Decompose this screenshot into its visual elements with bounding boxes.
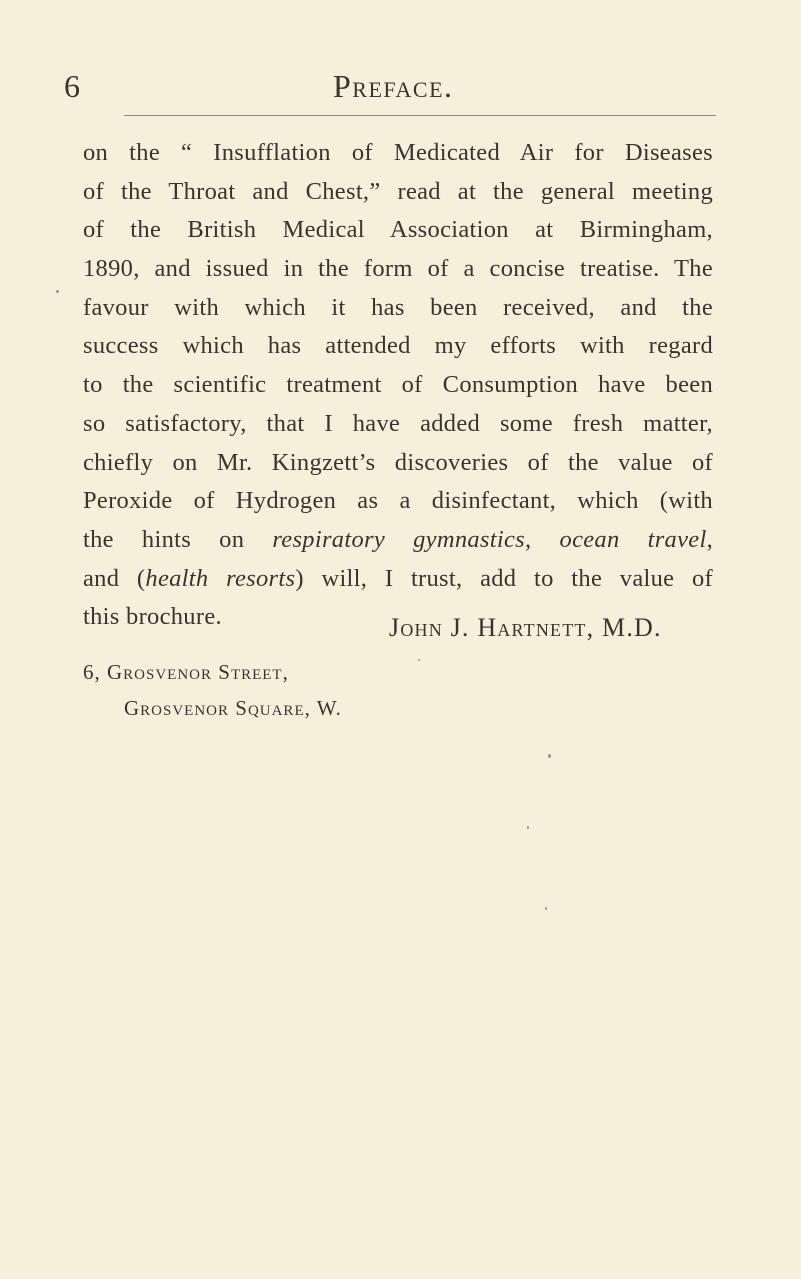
text-line: this brochure.: [83, 603, 222, 631]
text-segment: and: [83, 564, 137, 592]
text-line: to the scientific treatment of Consumption have been: [83, 371, 713, 399]
author-signature: John J. Hartnett, M.D.: [389, 613, 662, 642]
text-line: 1890, and issued in the form of a concise treatise. The: [83, 255, 713, 283]
open-paren: (: [136, 564, 146, 592]
author-address: [83, 654, 342, 726]
address-line: 6, Grosvenor Street,: [83, 660, 289, 684]
text-segment: ,: [706, 525, 713, 553]
paper-speck: [56, 290, 59, 293]
page-number: 6: [64, 68, 80, 104]
text-line-italic-phrase: [83, 560, 713, 599]
text-segment: the hints on: [83, 525, 273, 553]
text-line: chiefly on Mr. Kingzett’s discoveries of the value of: [83, 448, 713, 476]
italic-phrase: health resorts: [145, 564, 296, 592]
italic-phrase: ocean travel: [559, 525, 707, 553]
paper-speck: [545, 907, 547, 910]
paper-speck: [418, 659, 420, 661]
page-header: [0, 66, 801, 106]
running-head: Preface.: [333, 68, 454, 104]
address-line: Grosvenor Square, W.: [124, 696, 342, 720]
text-line: so satisfactory, that I have added some fresh matter,: [83, 409, 713, 437]
text-line: favour with which it has been received, and the: [83, 293, 713, 321]
text-line: of the British Medical Association at Birmingham,: [83, 216, 713, 244]
text-line: success which has attended my efforts with regard: [83, 332, 713, 360]
paper-speck: [548, 754, 551, 758]
paper-speck: [527, 826, 529, 829]
header-rule: [124, 115, 716, 116]
text-line-italic-phrases: [83, 521, 713, 560]
text-segment: ) will, I trust, add to the value of: [295, 564, 713, 592]
text-segment: ,: [524, 525, 560, 553]
preface-body: [83, 134, 713, 637]
text-line: of the Throat and Chest,” read at the general meeting: [83, 177, 713, 205]
text-line: Peroxide of Hydrogen as a disinfectant, which (with: [83, 487, 713, 515]
italic-phrase: respiratory gymnastics: [272, 525, 525, 553]
text-line: on the “ Insufflation of Medicated Air for Diseases: [83, 139, 713, 166]
